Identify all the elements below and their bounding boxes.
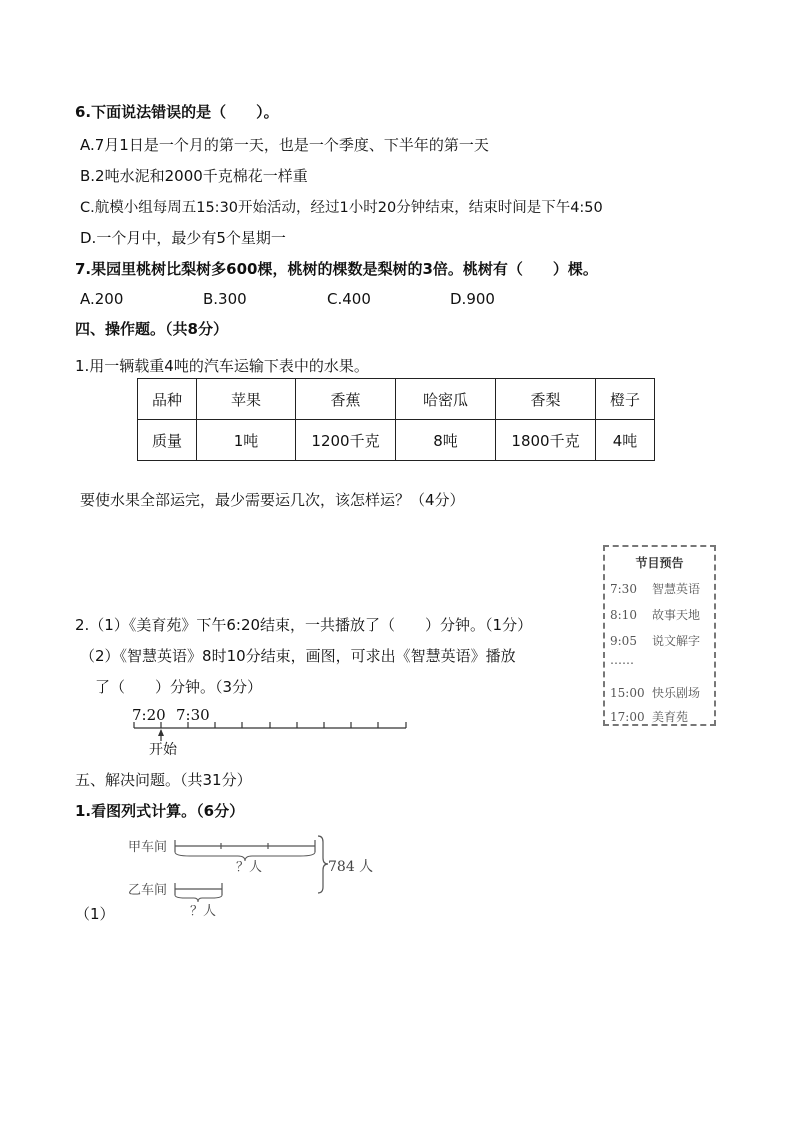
schedule-program: 美育苑 bbox=[652, 710, 689, 724]
q6-option-b: B.2吨水泥和2000千克棉花一样重 bbox=[80, 167, 308, 185]
table-cell: 8吨 bbox=[396, 420, 496, 461]
schedule-time: 8:10 bbox=[610, 608, 637, 622]
q6-option-c: C.航模小组每周五15:30开始活动，经过1小时20分钟结束，结束时间是下午4:50 bbox=[80, 200, 603, 216]
table-cell: 4吨 bbox=[596, 420, 655, 461]
s4-q2-line3: 了（ ）分钟。（3分） bbox=[95, 678, 263, 696]
schedule-title: 节目预告 bbox=[635, 556, 684, 570]
q7-option-a: A.200 bbox=[80, 290, 124, 308]
table-cell: 1吨 bbox=[197, 420, 296, 461]
section4-title: 四、操作题。（共8分） bbox=[75, 320, 228, 338]
table-cell: 香蕉 bbox=[296, 379, 396, 420]
q6-option-d: D.一个月中，最少有5个星期一 bbox=[80, 229, 286, 247]
q7-stem: 7.果园里桃树比梨树多600棵，桃树的棵数是梨树的3倍。桃树有（ ）棵。 bbox=[75, 260, 598, 278]
total-label: 784 人 bbox=[328, 859, 374, 875]
s4-q2-line1: 2.（1）《美育苑》下午6:20结束，一共播放了（ ）分钟。（1分） bbox=[75, 616, 533, 634]
table-cell: 1200千克 bbox=[296, 420, 396, 461]
s4-q1-question: 要使水果全部运完，最少需要运几次，该怎样运？（4分） bbox=[80, 491, 465, 509]
q6-option-a: A.7月1日是一个月的第一天，也是一个季度、下半年的第一天 bbox=[80, 136, 489, 154]
unknown-b: ？人 bbox=[190, 904, 217, 919]
table-cell: 质量 bbox=[138, 420, 197, 461]
schedule-program: 故事天地 bbox=[652, 608, 701, 622]
schedule-time: 15:00 bbox=[610, 686, 645, 700]
q7-option-d: D.900 bbox=[450, 290, 495, 308]
schedule-program: 智慧英语 bbox=[652, 582, 701, 596]
section5-title: 五、解决问题。（共31分） bbox=[75, 771, 252, 789]
table-cell: 苹果 bbox=[197, 379, 296, 420]
table-cell: 香梨 bbox=[496, 379, 596, 420]
schedule-time: 17:00 bbox=[610, 710, 645, 724]
timeline-label-start: 7:20 bbox=[132, 706, 166, 724]
timeline-start-label: 开始 bbox=[149, 742, 177, 758]
timeline-label-next: 7:30 bbox=[176, 706, 210, 724]
label-workshop-a: 甲车间 bbox=[128, 840, 168, 855]
table-cell: 品种 bbox=[138, 379, 197, 420]
schedule-program: 说文解字 bbox=[652, 634, 701, 648]
unknown-a: ？人 bbox=[236, 860, 263, 875]
schedule-time: …… bbox=[610, 653, 634, 667]
q7-option-b: B.300 bbox=[203, 290, 247, 308]
table-cell: 哈密瓜 bbox=[396, 379, 496, 420]
s4-q2-line2: （2）《智慧英语》8时10分结束，画图，可求出《智慧英语》播放 bbox=[80, 647, 516, 665]
s5-q1-stem: 1.看图列式计算。（6分） bbox=[75, 802, 245, 820]
table-cell: 橙子 bbox=[596, 379, 655, 420]
q7-option-c: C.400 bbox=[327, 290, 371, 308]
s4-q1-stem: 1.用一辆载重4吨的汽车运输下表中的水果。 bbox=[75, 357, 369, 375]
table-cell: 1800千克 bbox=[496, 420, 596, 461]
part-1-label: （1） bbox=[75, 905, 115, 923]
schedule-program: 快乐剧场 bbox=[652, 686, 701, 700]
q6-stem: 6.下面说法错误的是（ ）。 bbox=[75, 103, 279, 121]
schedule-time: 7:30 bbox=[610, 582, 637, 596]
schedule-time: 9:05 bbox=[610, 634, 637, 648]
label-workshop-b: 乙车间 bbox=[128, 883, 168, 898]
